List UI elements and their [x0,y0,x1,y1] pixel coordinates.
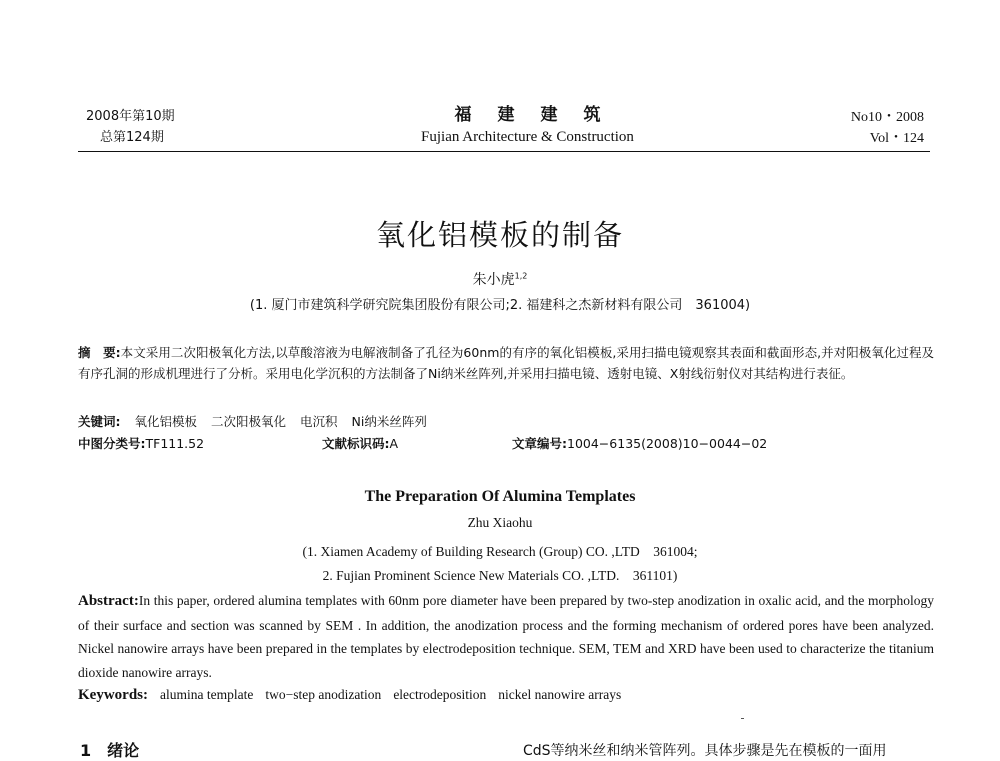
keywords-label-cn: 关键词: [78,414,121,429]
affiliation-en-2: 2. Fujian Prominent Science New Materials CO. ,LTD. 361101) [322,568,678,583]
issue-number-en: No10・2008 [850,110,924,125]
keyword-en: two−step anodization [265,687,382,702]
article-no-label: 文章编号: [512,436,567,451]
abstract-label-en: Abstract: [78,593,139,609]
clc-number [78,434,204,452]
author-en: Zhu Xiaohu [467,515,533,530]
header-divider [78,151,930,152]
author-affiliation-marker: 1,2 [514,271,528,281]
author-cn [0,269,1000,289]
keyword-en: electrodeposition [393,687,487,702]
right-column-text: CdS等纳米丝和纳米管阵列。具体步骤是先在模板的一面用 [523,743,887,759]
journal-name-block [400,104,655,147]
volume-en: Vol・124 [869,131,924,146]
journal-name-cn: 福建建筑 [454,105,627,125]
clc-value: TF111.52 [145,436,205,451]
journal-name-en: Fujian Architecture & Construction [421,129,634,145]
paper-title-en: The Preparation Of Alumina Templates [364,488,636,505]
keywords-label-en: Keywords: [78,687,148,703]
document-code [322,434,398,452]
abstract-cn [78,342,934,384]
section-heading [80,738,139,761]
affiliation-en-1: (1. Xiamen Academy of Building Research (Group) CO. ,LTD 361004; [302,544,698,559]
affiliation-cn: (1. 厦门市建筑科学研究院集团股份有限公司;2. 福建科之杰新材料有限公司 361004) [249,298,751,313]
header-volume-block [851,107,924,149]
keyword-cn: Ni纳米丝阵列 [351,414,427,429]
clc-label: 中图分类号: [78,436,146,451]
keywords-en [78,687,621,704]
keywords-cn [78,412,427,430]
doc-code-label: 文献标识码: [322,436,390,451]
abstract-text-en: In this paper, ordered alumina templates with 60nm pore diameter have been prepared by two-step anodization in oxalic acid, and the morphology of their surface and section was scanned by SEM . In addition, the anodization process and the forming mechanism of ordered pores have been analyzed. Nickel nanowire arrays have been prepared in the templates by electrodeposition technique. SEM, TEM and XRD have been used to characterize the titanium dioxide nanowire arrays. [78,593,934,680]
total-issue-cn: 总第124期 [100,130,164,145]
paper-title-cn: 氧化铝模板的制备 [375,218,624,252]
abstract-label-cn: 摘 要: [78,345,121,360]
keyword-cn: 氧化铝模板 [134,414,198,429]
article-number [512,434,767,452]
keyword-en: nickel nanowire arrays [498,687,622,702]
abstract-text-cn: 本文采用二次阳极氧化方法,以草酸溶液为电解液制备了孔径为60nm的有序的氧化铝模板,采用扫描电镜观察其表面和截面形态,并对阳极氧化过程及有序孔洞的形成机理进行了分析。采用电化学沉积的方法制备了Ni纳米丝阵列,并采用扫描电镜、透射电镜、X射线衍射仪对其结构进行表征。 [78,345,934,381]
header-issue-block [86,106,175,148]
article-no-value: 1004−6135(2008)10−0044−02 [567,436,768,451]
issue-number-cn: 2008年第10期 [86,109,175,124]
doc-code-value: A [389,436,399,451]
author-name-cn: 朱小虎 [472,272,515,288]
abstract-en [78,589,934,684]
section-title: 绪论 [107,741,140,760]
keyword-cn: 二次阳极氧化 [211,414,287,429]
keyword-en: alumina template [160,687,254,702]
scan-speck [741,718,744,719]
section-number: 1 [80,741,92,760]
keyword-cn: 电沉积 [300,414,338,429]
